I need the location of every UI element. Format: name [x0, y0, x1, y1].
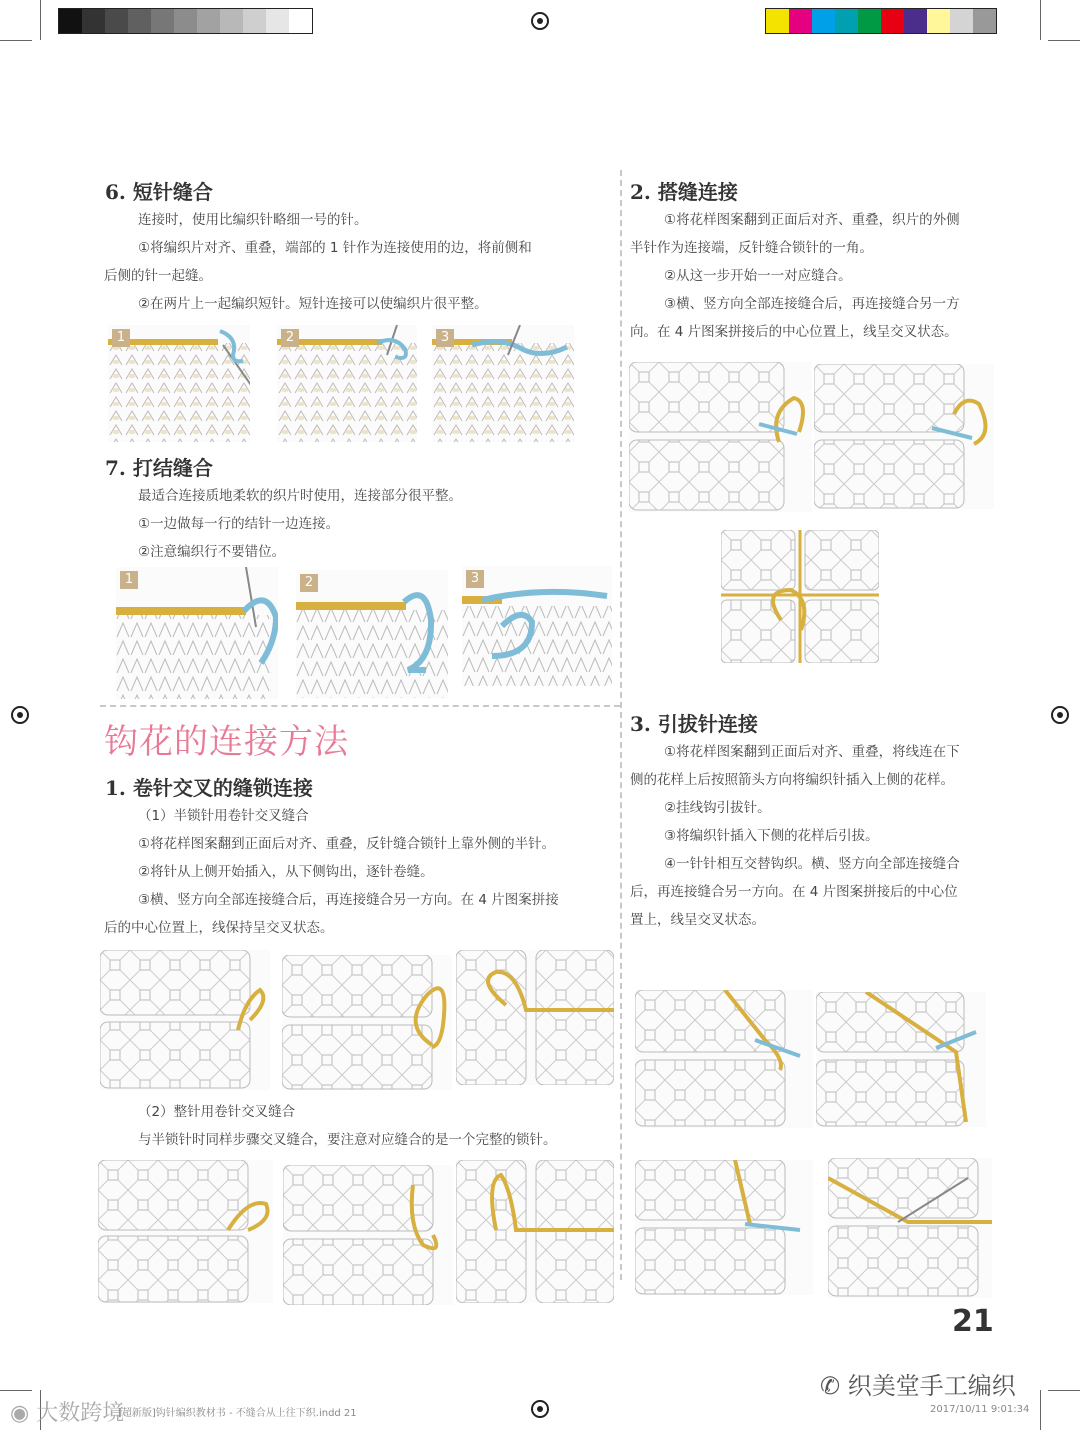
granny-square-illustration	[721, 530, 879, 663]
crop-mark	[1048, 1390, 1080, 1391]
print-footer-file: [超新版]钩针编织教材书 - 不缝合从上往下织.indd 21	[118, 1408, 357, 1419]
page-number: 21	[952, 1304, 994, 1339]
paragraph: 连接时，使用比编织针略细一号的针。	[138, 212, 368, 228]
watermark-left	[10, 1396, 124, 1427]
subheading: （1）半锁针用卷针交叉缝合	[138, 808, 309, 824]
watermark-logo-icon: ◉	[10, 1401, 30, 1426]
paragraph: ①将花样图案翻到正面后对齐、重叠，将线连在下	[664, 744, 960, 760]
section-6-text	[104, 206, 532, 318]
section-2-text	[630, 206, 960, 346]
granny-square-illustration	[635, 1160, 813, 1295]
step-number: 2	[281, 329, 299, 347]
color-swatch	[904, 9, 927, 33]
crop-mark	[1040, 1390, 1041, 1430]
watermark-right	[820, 1366, 1016, 1401]
grey-swatch	[266, 9, 289, 33]
paragraph: 向。在 4 片图案拼接后的中心位置上，线呈交叉状态。	[630, 324, 958, 340]
section-1-text	[104, 802, 559, 942]
motif-join-diagram	[635, 1160, 813, 1295]
paragraph: ②在两片上一起编织短针。短针连接可以使编织片很平整。	[138, 296, 488, 312]
section-title-2: 2. 搭缝连接	[630, 180, 738, 204]
motif-join-diagram	[98, 1160, 273, 1303]
grey-swatch	[82, 9, 105, 33]
step-number: 3	[466, 570, 484, 588]
paragraph: ②将针从上侧开始插入，从下侧钩出，逐针卷缝。	[138, 864, 434, 880]
crop-mark	[1040, 0, 1041, 40]
paragraph: 后，再连接缝合另一方向。在 4 片图案拼接后的中心位	[630, 884, 958, 900]
watermark-text: 织美堂手工编织	[847, 1372, 1016, 1400]
grey-swatch	[151, 9, 174, 33]
color-swatch	[973, 9, 996, 33]
knit-diagram-step	[116, 567, 278, 699]
motif-join-diagram	[814, 364, 994, 509]
paragraph: 半针作为连接端，反针缝合锁针的一角。	[630, 240, 873, 256]
grey-swatch	[105, 9, 128, 33]
section-1-part-2-text	[104, 1098, 557, 1154]
grey-swatch	[128, 9, 151, 33]
paragraph: ②注意编织行不要错位。	[138, 544, 286, 560]
granny-square-illustration	[100, 950, 270, 1090]
motif-join-diagram	[721, 530, 879, 663]
motif-join-diagram	[283, 1165, 453, 1305]
knit-diagram-step	[277, 325, 417, 442]
crop-mark	[1048, 40, 1080, 41]
granny-square-illustration	[816, 992, 986, 1127]
granny-square-illustration	[98, 1160, 273, 1303]
color-calibration-bar	[765, 8, 997, 34]
paragraph: ②从这一步开始一一对应缝合。	[664, 268, 852, 284]
registration-mark-icon	[531, 12, 549, 30]
registration-mark-icon	[531, 1400, 549, 1418]
section-title-6: 6. 短针缝合	[105, 180, 213, 204]
step-number: 1	[120, 571, 138, 589]
motif-join-diagram	[828, 1158, 992, 1298]
motif-join-diagram	[816, 992, 986, 1127]
crop-mark	[0, 40, 32, 41]
crop-mark	[0, 1390, 32, 1391]
granny-square-illustration	[828, 1158, 992, 1298]
knit-diagram-step	[432, 325, 574, 442]
step-number: 3	[436, 329, 454, 347]
paragraph: ①将编织片对齐、重叠，端部的 1 针作为连接使用的边，将前侧和	[138, 240, 532, 256]
motif-join-diagram	[635, 990, 813, 1128]
section-title-1: 1. 卷针交叉的缝锁连接	[105, 776, 313, 800]
grey-swatch	[197, 9, 220, 33]
knit-diagram-step	[296, 570, 448, 698]
chapter-title: 钩花的连接方法	[104, 722, 349, 762]
color-swatch	[835, 9, 858, 33]
knit-diagram-step	[462, 566, 612, 686]
paragraph: ①将花样图案翻到正面后对齐、重叠，织片的外侧	[664, 212, 960, 228]
wechat-logo-icon: ✆	[820, 1372, 841, 1400]
step-number: 1	[112, 329, 130, 347]
paragraph: 后侧的针一起缝。	[104, 268, 212, 284]
print-footer-time: 2017/10/11 9:01:34	[930, 1404, 1030, 1415]
motif-join-diagram	[100, 950, 270, 1090]
grey-calibration-bar	[58, 8, 313, 34]
motif-join-diagram	[456, 1160, 614, 1303]
granny-square-illustration	[814, 364, 994, 509]
crochet-fabric-illustration	[462, 566, 612, 686]
section-divider	[100, 705, 620, 707]
watermark-text: 大数跨境	[36, 1401, 125, 1426]
granny-square-illustration	[456, 950, 614, 1085]
granny-square-illustration	[629, 362, 812, 512]
paragraph: ②挂线钩引拔针。	[664, 800, 771, 816]
registration-mark-icon	[11, 706, 29, 724]
grey-swatch	[220, 9, 243, 33]
granny-square-illustration	[635, 990, 813, 1128]
granny-square-illustration	[456, 1160, 614, 1303]
color-swatch	[881, 9, 904, 33]
paragraph: 置上，线呈交叉状态。	[630, 912, 765, 928]
section-7-text	[104, 482, 462, 566]
color-swatch	[927, 9, 950, 33]
section-title-7: 7. 打结缝合	[105, 456, 213, 480]
grey-swatch	[289, 9, 312, 33]
registration-mark-icon	[1051, 706, 1069, 724]
granny-square-illustration	[282, 955, 452, 1090]
paragraph: 与半锁针时同样步骤交叉缝合，要注意对应缝合的是一个完整的锁针。	[138, 1132, 557, 1148]
paragraph: ④一针针相互交替钩织。横、竖方向全部连接缝合	[664, 856, 960, 872]
paragraph: ①将花样图案翻到正面后对齐、重叠，反针缝合锁针上靠外侧的半针。	[138, 836, 556, 852]
motif-join-diagram	[629, 362, 812, 512]
paragraph: ③横、竖方向全部连接缝合后，再连接缝合另一方	[664, 296, 960, 312]
grey-swatch	[243, 9, 266, 33]
color-swatch	[950, 9, 973, 33]
color-swatch	[858, 9, 881, 33]
motif-join-diagram	[282, 955, 452, 1090]
crop-mark	[40, 0, 41, 40]
column-divider	[620, 170, 622, 1280]
granny-square-illustration	[283, 1165, 453, 1305]
step-number: 2	[300, 574, 318, 592]
grey-swatch	[59, 9, 82, 33]
paragraph: ③横、竖方向全部连接缝合后，再连接缝合另一方向。在 4 片图案拼接	[138, 892, 559, 908]
paragraph: 侧的花样上后按照箭头方向将编织针插入上侧的花样。	[630, 772, 954, 788]
section-title-3: 3. 引拔针连接	[630, 712, 758, 736]
motif-join-diagram	[456, 950, 614, 1085]
color-swatch	[766, 9, 789, 33]
paragraph: ①一边做每一行的结针一边连接。	[138, 516, 340, 532]
paragraph: 最适合连接质地柔软的织片时使用，连接部分很平整。	[138, 488, 462, 504]
subheading: （2）整针用卷针交叉缝合	[138, 1104, 296, 1120]
paragraph: ③将编织针插入下侧的花样后引拔。	[664, 828, 879, 844]
knit-diagram-step	[108, 325, 250, 442]
grey-swatch	[174, 9, 197, 33]
color-swatch	[789, 9, 812, 33]
crochet-fabric-illustration	[116, 567, 278, 699]
color-swatch	[812, 9, 835, 33]
crochet-fabric-illustration	[296, 570, 448, 698]
paragraph: 后的中心位置上，线保持呈交叉状态。	[104, 920, 334, 936]
section-3-text	[630, 738, 960, 934]
